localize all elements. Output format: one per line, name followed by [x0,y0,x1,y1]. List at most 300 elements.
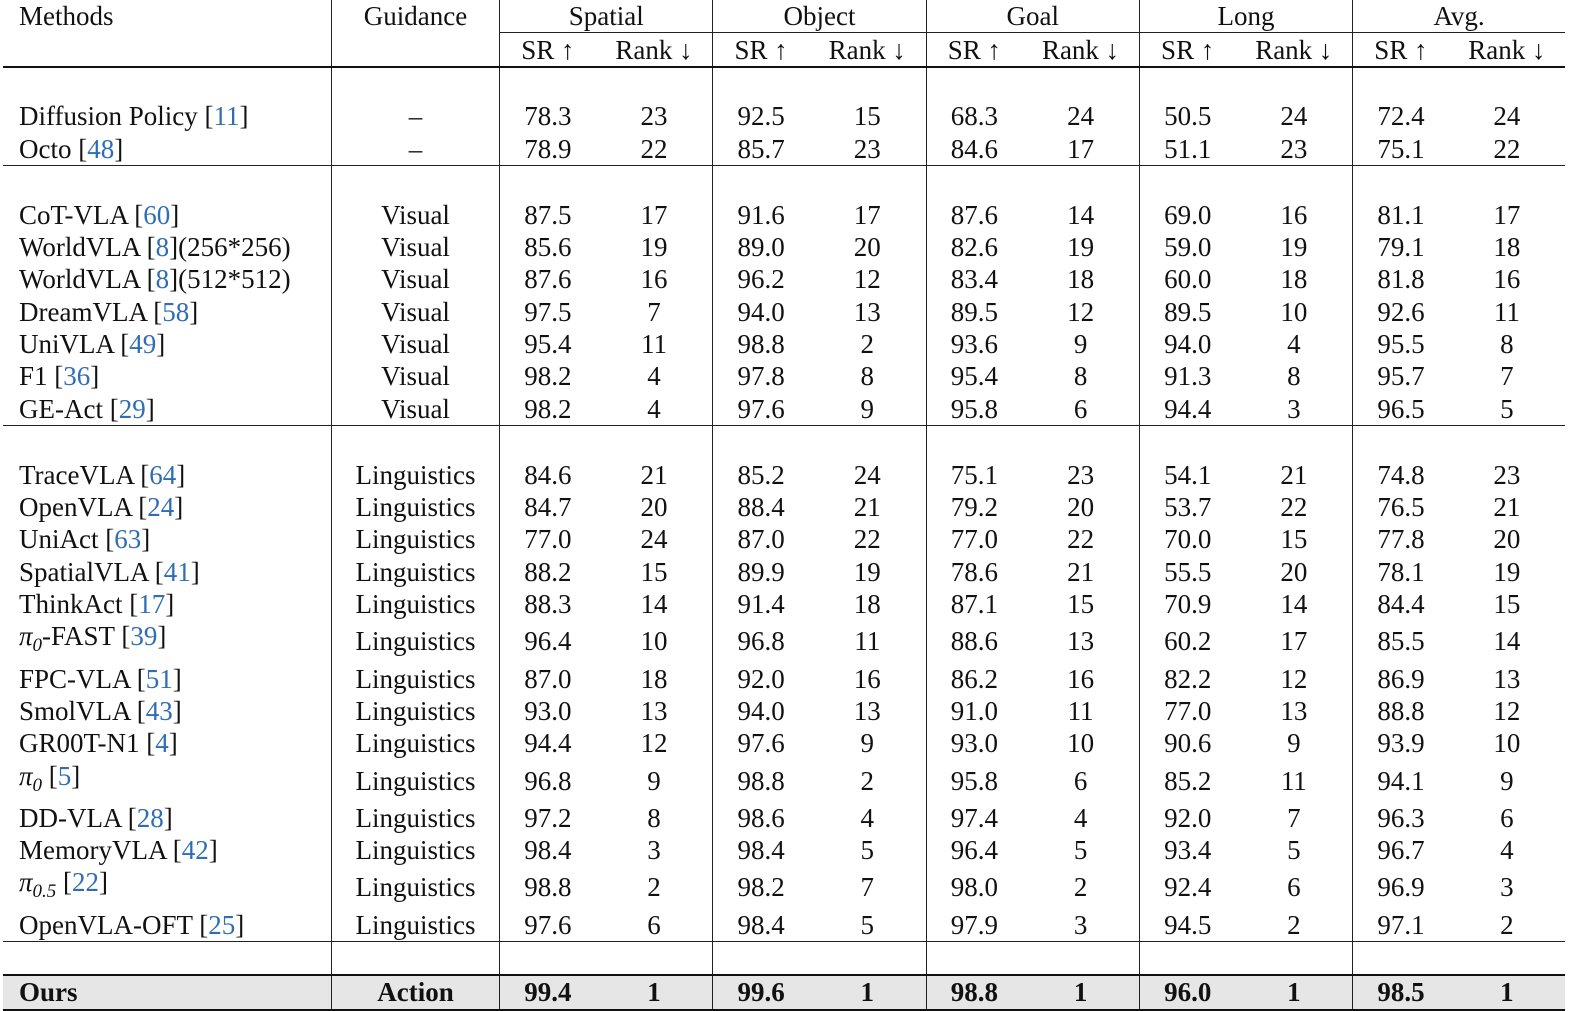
rank-cell: 22 [1280,492,1308,523]
method-subscript: 0 [32,774,43,796]
rank-cell: 19 [1280,231,1308,262]
spacer-cell [1022,426,1139,459]
spacer-cell [331,67,499,100]
rank-cell: 13 [853,296,881,327]
sr-cell: 98.8 [713,328,809,360]
rank-cell: 21 [640,459,668,490]
ours-rank-cell: 1 [809,975,926,1009]
table-row [3,198,1565,230]
sr-cell: 92.5 [713,100,809,132]
sr-cell: 79.2 [926,491,1022,523]
rank-cell: 17 [640,199,668,230]
sr-cell: 77.0 [500,523,596,555]
method-name: Diffusion Policy [19,101,198,132]
rank-cell: 7 [1500,361,1514,392]
spacer-cell [1449,426,1565,459]
table-row [3,360,1565,392]
results-table [3,0,1565,1011]
rank-cell: 9 [647,765,661,796]
rank-cell: 12 [853,264,881,295]
sr-cell: 97.5 [500,296,596,328]
sr-cell: 69.0 [1139,198,1235,230]
rank-cell: 23 [853,133,881,164]
guidance-cell: Linguistics [331,866,499,908]
spacer-cell [1353,67,1449,100]
spacer-cell [331,941,499,975]
table-row [3,458,1565,490]
method-cell: DD-VLA [28] [19,802,173,833]
method-name: MemoryVLA [19,835,166,866]
rank-cell: 12 [1067,296,1095,327]
sr-cell: 89.9 [713,556,809,588]
ours-method: Ours [3,975,331,1009]
method-name: FPC-VLA [19,663,131,694]
rank-cell: 11 [1280,765,1307,796]
rank-cell: 23 [1280,133,1308,164]
spacer-row [3,67,1565,100]
rank-cell: 3 [1500,872,1514,903]
guidance-cell: Linguistics [331,523,499,555]
method-subscript: 0 [32,635,43,657]
guidance-cell: Linguistics [331,556,499,588]
rank-cell: 12 [1493,696,1521,726]
citation-link[interactable]: 22 [72,867,100,898]
sr-cell: 91.6 [713,198,809,230]
sr-cell: 98.2 [500,360,596,392]
rank-cell: 15 [853,101,881,132]
sr-cell: 98.2 [713,866,809,908]
sr-cell: 85.2 [1139,760,1235,802]
method-name: WorldVLA [19,264,140,295]
sr-cell: 95.8 [926,393,1022,426]
rank-cell: 9 [860,393,875,424]
sr-cell: 93.9 [1353,727,1449,759]
sr-cell: 81.8 [1353,263,1449,295]
sr-cell: 87.0 [713,523,809,555]
spacer-cell [596,941,713,975]
citation-link[interactable]: 29 [118,393,146,424]
rank-cell: 3 [647,835,661,866]
sr-cell: 78.1 [1353,556,1449,588]
ours-sr-cell: 98.8 [926,975,1022,1009]
method-name: GR00T-N1 [19,728,140,759]
citation-link[interactable]: 42 [181,835,209,866]
table-row [3,802,1565,834]
rank-cell: 8 [1287,361,1301,392]
rank-cell: 5 [1287,835,1301,866]
citation-link[interactable]: 58 [162,296,190,327]
sr-cell: 88.2 [500,556,596,588]
rank-cell: 4 [1500,835,1514,866]
spacer-cell [1353,426,1449,459]
spacer-cell [809,941,926,975]
citation-link[interactable]: 25 [208,909,236,940]
method-name: DreamVLA [19,296,147,327]
spacer-cell [1022,941,1139,975]
sr-cell: 94.1 [1353,760,1449,802]
sr-cell: 55.5 [1139,556,1235,588]
spacer-row [3,426,1565,459]
method-name: π [19,621,33,652]
sr-cell: 74.8 [1353,458,1449,490]
guidance-cell: Visual [331,360,499,392]
method-cell: ThinkAct [17] [19,589,175,620]
sr-cell: 96.4 [926,834,1022,866]
spacer-cell [1236,426,1353,459]
rank-cell: 20 [853,231,881,262]
rank-cell: 14 [1067,199,1095,230]
rank-cell: 4 [860,802,875,833]
guidance-cell: Linguistics [331,662,499,694]
sr-cell: 87.5 [500,198,596,230]
sr-cell: 94.0 [713,695,809,727]
rank-cell: 15 [1493,589,1521,620]
method-name: F1 [19,361,48,392]
rank-cell: 2 [860,765,875,796]
sr-cell: 94.0 [713,296,809,328]
guidance-cell: Linguistics [331,695,499,727]
sr-cell: 97.1 [1353,908,1449,941]
method-cell: $\pi_0$-FAST [39] [19,621,167,657]
rank-cell: 14 [640,589,668,620]
rank-cell: 11 [1493,296,1520,327]
rank-cell: 5 [860,909,875,940]
sr-cell: 98.8 [713,760,809,802]
rank-cell: 10 [1067,728,1095,759]
ours-rank-cell: 1 [1449,975,1565,1009]
rank-cell: 20 [1493,524,1521,555]
citation-link[interactable]: 43 [145,696,173,726]
table-row [3,662,1565,694]
spacer-cell [596,426,713,459]
guidance-cell: Linguistics [331,491,499,523]
spacer-cell [500,941,596,975]
header-row-groups [3,0,1565,33]
sr-cell: 77.0 [926,523,1022,555]
guidance-cell: Visual [331,296,499,328]
citation-link[interactable]: 49 [129,329,157,360]
citation-link[interactable]: 24 [147,492,175,523]
sr-cell: 97.6 [713,727,809,759]
citation-link[interactable]: 4 [155,728,169,759]
spacer-row [3,165,1565,198]
sr-cell: 95.4 [926,360,1022,392]
citation-link[interactable]: 60 [143,199,171,230]
sr-cell: 82.2 [1139,662,1235,694]
spacer-cell [500,67,596,100]
sr-cell: 97.4 [926,802,1022,834]
sr-cell: 88.4 [713,491,809,523]
rank-cell: 16 [1493,264,1521,295]
header-methods: Methods [19,1,114,32]
sr-cell: 98.4 [500,834,596,866]
rank-cell: 18 [1067,264,1095,295]
sr-cell: 96.8 [713,620,809,662]
table-row [3,393,1565,426]
sr-cell: 78.9 [500,133,596,166]
rank-cell: 21 [853,492,881,523]
method-cell: SmolVLA [43] [19,696,182,726]
spacer-cell [713,426,809,459]
spacer-cell [500,426,596,459]
sr-cell: 90.6 [1139,727,1235,759]
method-cell: OpenVLA-OFT [25] [19,909,245,940]
citation-link[interactable]: 8 [155,231,170,262]
rank-cell: 4 [1073,802,1088,833]
sr-cell: 72.4 [1353,100,1449,132]
method-cell: MemoryVLA [42] [19,835,218,866]
sr-cell: 83.4 [926,263,1022,295]
citation-link[interactable]: 51 [145,663,173,694]
rank-cell: 6 [1287,872,1301,903]
sr-cell: 96.3 [1353,802,1449,834]
table-row [3,834,1565,866]
sr-cell: 95.5 [1353,328,1449,360]
rank-cell: 14 [1280,589,1308,620]
table-row [3,760,1565,802]
rank-cell: 7 [1287,802,1301,833]
rank-cell: 7 [860,872,875,903]
rank-cell: 18 [640,663,668,694]
rank-cell: 15 [1280,524,1308,555]
rank-cell: 5 [860,835,875,866]
rank-cell: 23 [1493,459,1521,490]
sr-cell: 97.9 [926,908,1022,941]
sr-cell: 94.5 [1139,908,1235,941]
sr-cell: 97.6 [500,908,596,941]
header-group-spatial: Spatial [500,0,713,33]
rank-cell: 17 [1067,133,1095,164]
sr-cell: 81.1 [1353,198,1449,230]
rank-cell: 12 [640,728,668,759]
spacer-cell [1022,67,1139,100]
method-cell: WorldVLA [8](512*512) [19,264,291,295]
header-blank [331,33,499,67]
table-row [3,727,1565,759]
table-row [3,588,1565,620]
citation-link[interactable]: 5 [57,760,72,791]
spacer-cell [1353,165,1449,198]
ours-row [3,975,1565,1009]
citation-link[interactable]: 39 [130,621,158,652]
rank-cell: 23 [1067,459,1095,490]
guidance-cell: Visual [331,198,499,230]
spacer-cell [1449,941,1565,975]
guidance-cell: Linguistics [331,727,499,759]
header-rank: Rank ↓ [1236,33,1353,67]
sr-cell: 93.4 [1139,834,1235,866]
sr-cell: 89.5 [926,296,1022,328]
spacer-cell [3,941,331,975]
rank-cell: 2 [860,329,875,360]
method-name: GE-Act [19,393,103,424]
spacer-cell [500,165,596,198]
sr-cell: 92.0 [1139,802,1235,834]
header-rank: Rank ↓ [1449,33,1565,67]
rank-cell: 9 [1500,765,1514,796]
sr-cell: 96.7 [1353,834,1449,866]
sr-cell: 75.1 [1353,133,1449,166]
rank-cell: 9 [1073,329,1088,360]
rank-cell: 3 [1287,393,1301,424]
sr-cell: 70.9 [1139,588,1235,620]
rank-cell: 24 [640,524,668,555]
sr-cell: 95.4 [500,328,596,360]
sr-cell: 54.1 [1139,458,1235,490]
sr-cell: 97.8 [713,360,809,392]
citation-link[interactable]: 11 [213,101,240,132]
header-sr: SR ↑ [713,33,809,67]
method-cell: $\pi_0$ [5] [19,760,81,796]
sr-cell: 94.4 [500,727,596,759]
sr-cell: 85.7 [713,133,809,166]
spacer-cell [1022,165,1139,198]
sr-cell: 85.6 [500,231,596,263]
rank-cell: 7 [647,296,661,327]
spacer-cell [926,941,1022,975]
method-name-suffix: -FAST [42,621,115,652]
sr-cell: 95.8 [926,760,1022,802]
citation-link[interactable]: 63 [114,524,142,555]
header-rank: Rank ↓ [809,33,926,67]
method-name: WorldVLA [19,231,140,262]
rank-cell: 14 [1493,626,1521,657]
sr-cell: 87.1 [926,588,1022,620]
rank-cell: 16 [640,264,668,295]
citation-link[interactable]: 36 [63,361,91,392]
citation-link[interactable]: 8 [155,264,170,295]
sr-cell: 95.7 [1353,360,1449,392]
method-subscript: 0.5 [32,881,57,903]
sr-cell: 96.5 [1353,393,1449,426]
sr-cell: 89.0 [713,231,809,263]
sr-cell: 87.6 [500,263,596,295]
rank-cell: 19 [640,231,668,262]
spacer-cell [3,165,331,198]
rank-cell: 21 [1280,459,1308,490]
guidance-cell: Visual [331,263,499,295]
rank-cell: 2 [1073,872,1088,903]
method-cell: OpenVLA [24] [19,492,184,523]
spacer-cell [1236,67,1353,100]
rank-cell: 13 [640,696,668,726]
method-cell: SpatialVLA [41] [19,556,200,587]
method-name: π [19,760,33,791]
rank-cell: 15 [1067,589,1095,620]
rank-cell: 9 [1287,728,1301,759]
method-name: CoT-VLA [19,199,128,230]
citation-link[interactable]: 28 [136,802,164,833]
sr-cell: 97.2 [500,802,596,834]
guidance-cell: Linguistics [331,760,499,802]
method-cell: TraceVLA [64] [19,459,186,490]
method-cell: GE-Act [29] [19,393,155,424]
guidance-cell: Visual [331,393,499,426]
spacer-cell [713,941,809,975]
rank-cell: 6 [1500,802,1514,833]
sr-cell: 60.2 [1139,620,1235,662]
sr-cell: 88.8 [1353,695,1449,727]
rank-cell: 16 [853,663,881,694]
sr-cell: 76.5 [1353,491,1449,523]
table-row [3,695,1565,727]
guidance-cell: Linguistics [331,620,499,662]
rank-cell: 24 [853,459,881,490]
rank-cell: 4 [647,393,661,424]
ours-sr-cell: 99.6 [713,975,809,1009]
citation-link[interactable]: 48 [87,133,115,164]
rank-cell: 24 [1493,101,1521,132]
sr-cell: 96.9 [1353,866,1449,908]
method-variant: (256*256) [178,231,291,262]
sr-cell: 93.0 [500,695,596,727]
rank-cell: 10 [1280,296,1308,327]
ours-rank-cell: 1 [1022,975,1139,1009]
spacer-cell [713,165,809,198]
header-group-goal: Goal [926,0,1139,33]
sr-cell: 98.4 [713,908,809,941]
spacer-cell [1139,426,1235,459]
citation-link[interactable]: 64 [149,459,177,490]
spacer-cell [596,165,713,198]
guidance-cell: Visual [331,328,499,360]
header-group-avg: Avg. [1353,0,1565,33]
ours-sr-cell: 96.0 [1139,975,1235,1009]
rank-cell: 22 [853,524,881,555]
rank-cell: 11 [1067,696,1094,726]
sr-cell: 94.4 [1139,393,1235,426]
rank-cell: 2 [647,872,661,903]
sr-cell: 60.0 [1139,263,1235,295]
rank-cell: 18 [1493,231,1521,262]
rank-cell: 8 [1500,329,1514,360]
sr-cell: 92.6 [1353,296,1449,328]
spacer-cell [809,165,926,198]
table-row [3,100,1565,132]
method-name: OpenVLA-OFT [19,909,193,940]
spacer-cell [1139,67,1235,100]
rank-cell: 18 [1280,264,1308,295]
ours-sr-cell: 98.5 [1353,975,1449,1009]
rank-cell: 22 [640,133,668,164]
table-row [3,523,1565,555]
citation-link[interactable]: 41 [163,556,191,587]
rank-cell: 10 [1493,728,1521,759]
rank-cell: 6 [647,909,661,940]
citation-link[interactable]: 17 [138,589,166,620]
rank-cell: 8 [647,802,661,833]
header-sr: SR ↑ [500,33,596,67]
rank-cell: 8 [860,361,875,392]
sr-cell: 84.6 [926,133,1022,166]
rank-cell: 19 [1067,231,1095,262]
guidance-cell: – [331,133,499,166]
table-row [3,908,1565,941]
sr-cell: 92.4 [1139,866,1235,908]
sr-cell: 53.7 [1139,491,1235,523]
sr-cell: 50.5 [1139,100,1235,132]
method-name: π [19,867,33,898]
rank-cell: 17 [1280,626,1308,657]
spacer-cell [1449,165,1565,198]
sr-cell: 79.1 [1353,231,1449,263]
rank-cell: 22 [1067,524,1095,555]
method-cell: UniVLA [49] [19,329,166,360]
rank-cell: 20 [1067,492,1095,523]
sr-cell: 84.6 [500,458,596,490]
method-name: TraceVLA [19,459,134,490]
spacer-cell [3,426,331,459]
